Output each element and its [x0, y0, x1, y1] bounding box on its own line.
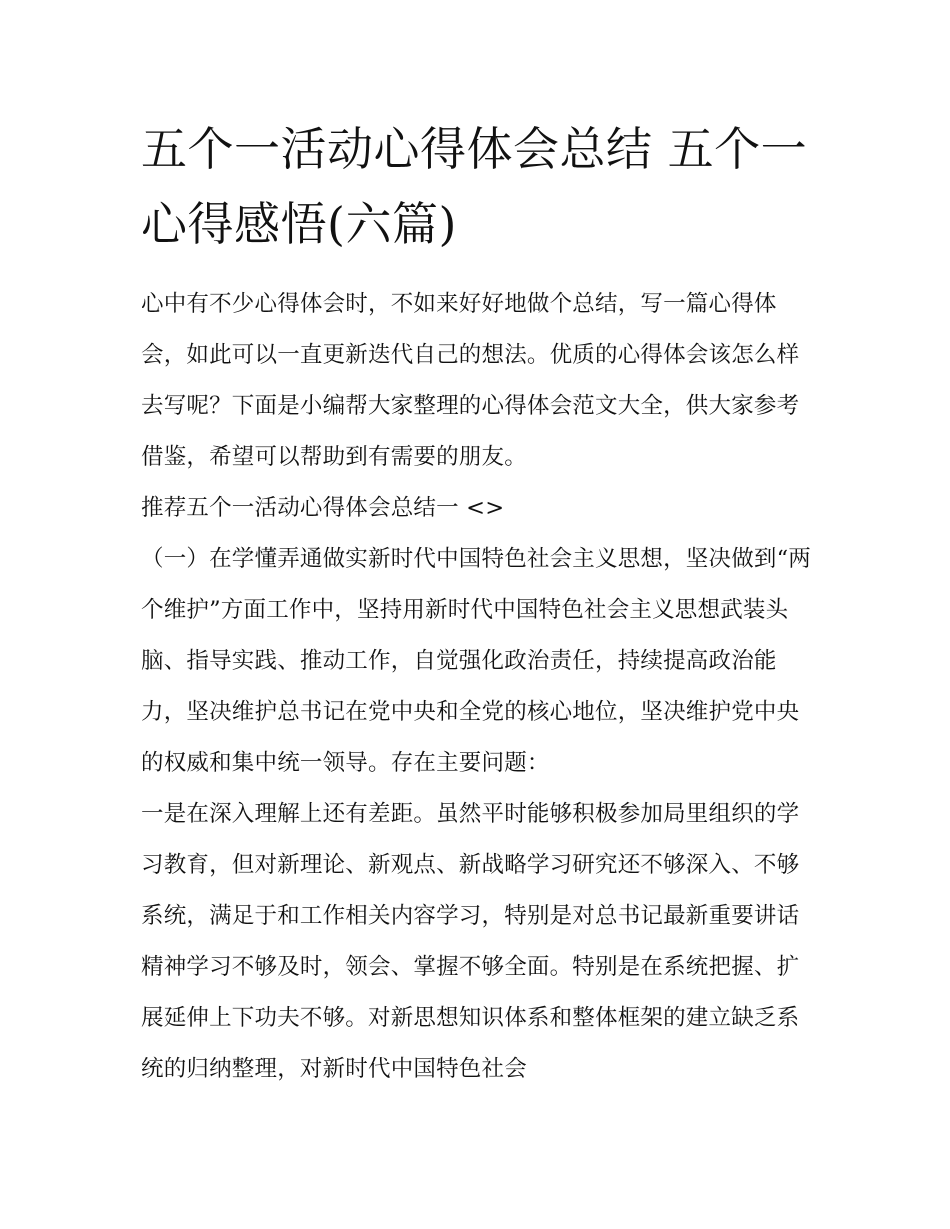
document-title: 五个一活动心得体会总结 五个一心得感悟(六篇): [141, 122, 808, 251]
body-paragraph: 一是在深入理解上还有差距。虽然平时能够积极参加局里组织的学习教育，但对新理论、新观点、新战略学习研究还不够深入、不够系统，满足于和工作相关内容学习，特别是对总书记最新重要讲话精神学习不够及时，领会、掌握不够全面。特别是在系统把握、扩展延伸上下功夫不够。对新思想知识体系和整体框架的建立缺乏系统的归纳整理，对新时代中国特色社会: [141, 801, 800, 1082]
body-paragraph: （一）在学懂弄通做实新时代中国特色社会主义思想，坚决做到“两个维护”方面工作中，坚持用新时代中国特色社会主义思想武装头脑、指导实践、推动工作，自觉强化政治责任，持续提高政治能力，坚决维护总书记在党中央和全党的核心地位，坚决维护党中央的权威和集中统一领导。存在主要问题：: [141, 546, 812, 776]
section-heading: 推荐五个一活动心得体会总结一 <>: [141, 495, 505, 521]
intro-paragraph: 心中有不少心得体会时，不如来好好地做个总结，写一篇心得体会，如此可以一直更新迭代自己的想法。优质的心得体会该怎么样去写呢？下面是小编帮大家整理的心得体会范文大全，供大家参考借鉴，希望可以帮助到有需要的朋友。: [141, 291, 800, 470]
document-body: [141, 112, 816, 1095]
